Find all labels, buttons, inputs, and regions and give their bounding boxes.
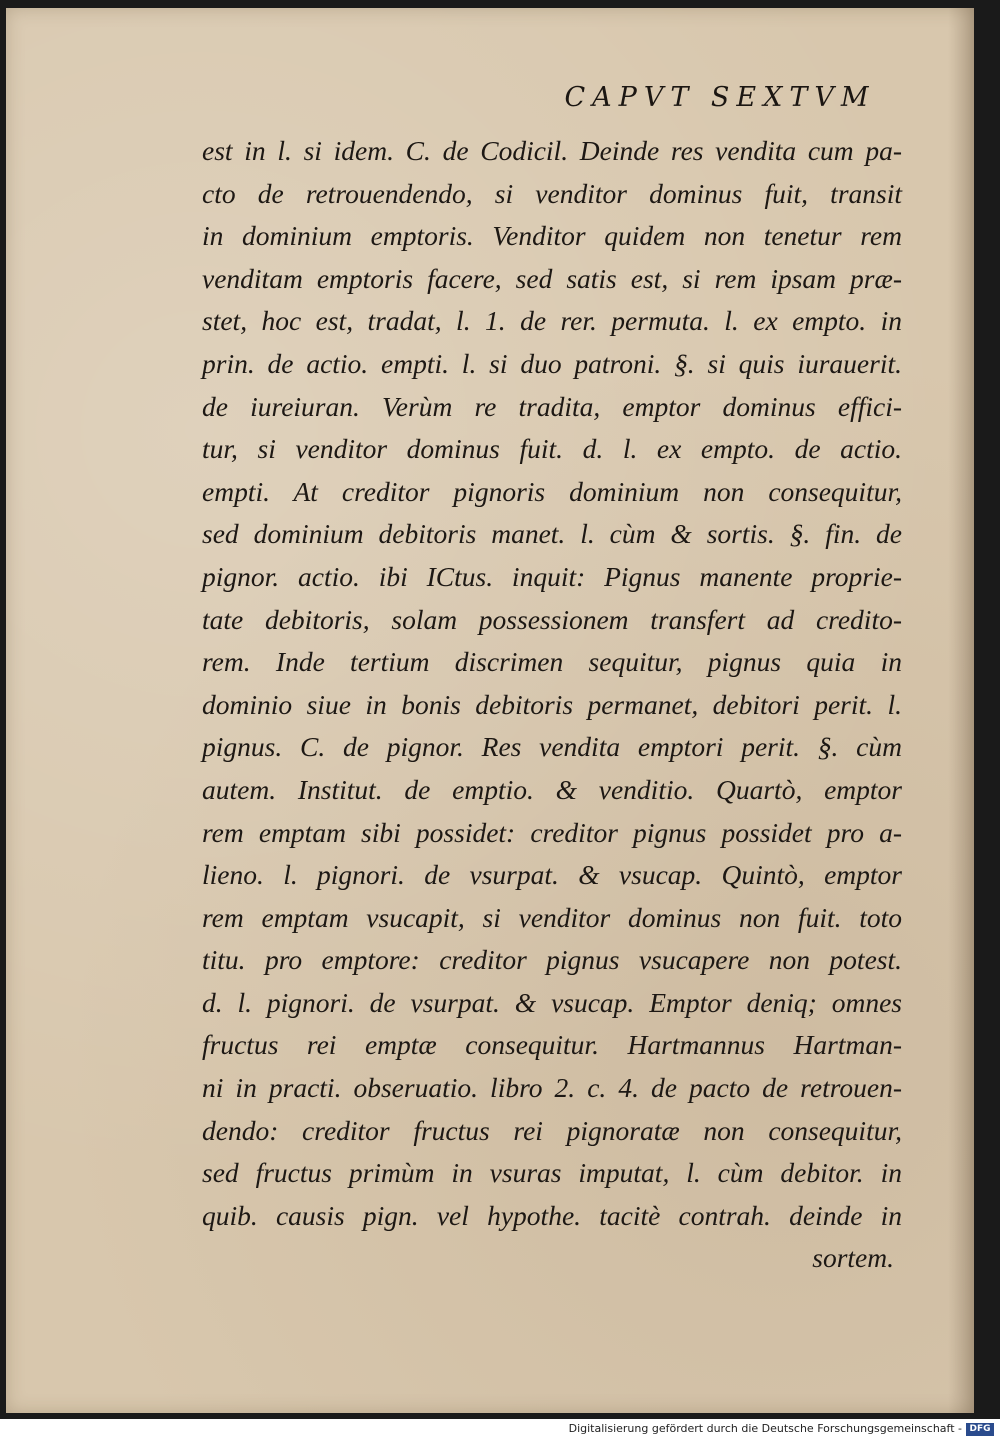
text-line-catchword: sortem. [812, 1242, 894, 1274]
text-line: est in l. si idem. C. de Codicil. Deinde res vendita cum pa- [202, 135, 902, 166]
text-line: in dominium emptoris. Venditor quidem non tenetur rem [202, 220, 902, 252]
book-page [6, 8, 974, 1413]
text-line: empti. At creditor pignoris dominium non consequitur, [202, 475, 902, 507]
text-line: d. l. pignori. de vsurpat. & vsucap. Emptor deniq; omnes [202, 986, 902, 1018]
dfg-logo-icon: DFG [966, 1423, 994, 1436]
text-line: sed dominium debitoris manet. l. cùm & sortis. §. fin. de [202, 518, 902, 550]
text-line: cto de retrouendendo, si venditor dominus fuit, transit [202, 177, 902, 209]
text-line: venditam emptoris facere, sed satis est, si rem ipsam præ- [202, 262, 902, 294]
text-line: pignus. C. de pignor. Res vendita emptori perit. §. cùm [202, 731, 902, 763]
text-line: titu. pro emptore: creditor pignus vsucapere non potest. [202, 944, 902, 976]
text-line: lieno. l. pignori. de vsurpat. & vsucap. Quintò, emptor [202, 859, 902, 891]
text-line: quib. causis pign. vel hypothe. tacitè contrah. deinde in [202, 1199, 902, 1231]
text-line: ni in practi. obseruatio. libro 2. c. 4. de pacto de retrouen- [202, 1072, 902, 1104]
running-head [6, 82, 974, 113]
text-line: rem emptam sibi possidet: creditor pignus possidet pro a- [202, 816, 902, 848]
text-line: rem. Inde tertium discrimen sequitur, pignus quia in [202, 646, 902, 678]
text-line: dominio siue in bonis debitoris permanet, debitori perit. l. [202, 688, 902, 720]
text-line: fructus rei emptæ consequitur. Hartmannus Hartman- [202, 1029, 902, 1061]
text-line: dendo: creditor fructus rei pignoratæ non consequitur, [202, 1114, 902, 1146]
text-line: sed fructus primùm in vsuras imputat, l. cùm debitor. in [202, 1157, 902, 1189]
text-line: rem emptam vsucapit, si venditor dominus non fuit. toto [202, 901, 902, 933]
text-line: prin. de actio. empti. l. si duo patroni. §. si quis iurauerit. [202, 347, 902, 379]
running-head-text: CAPVT SEXTVM [564, 82, 876, 113]
text-line: tate debitoris, solam possessionem transfert ad credito- [202, 603, 902, 635]
text-line: tur, si venditor dominus fuit. d. l. ex empto. de actio. [202, 433, 902, 465]
page-edge-shadow [948, 8, 974, 1413]
digitization-credit: Digitalisierung gefördert durch die Deutsche Forschungsgemeinschaft - [568, 1422, 962, 1435]
body-text [202, 130, 902, 1280]
text-line: autem. Institut. de emptio. & venditio. Quartò, emptor [202, 773, 902, 805]
text-line: pignor. actio. ibi ICtus. inquit: Pignus manente proprie- [202, 560, 902, 592]
text-line: stet, hoc est, tradat, l. 1. de rer. permuta. l. ex empto. in [202, 305, 902, 337]
text-line: de iureiuran. Verùm re tradita, emptor dominus effici- [202, 390, 902, 422]
footer-bar [0, 1421, 1000, 1439]
